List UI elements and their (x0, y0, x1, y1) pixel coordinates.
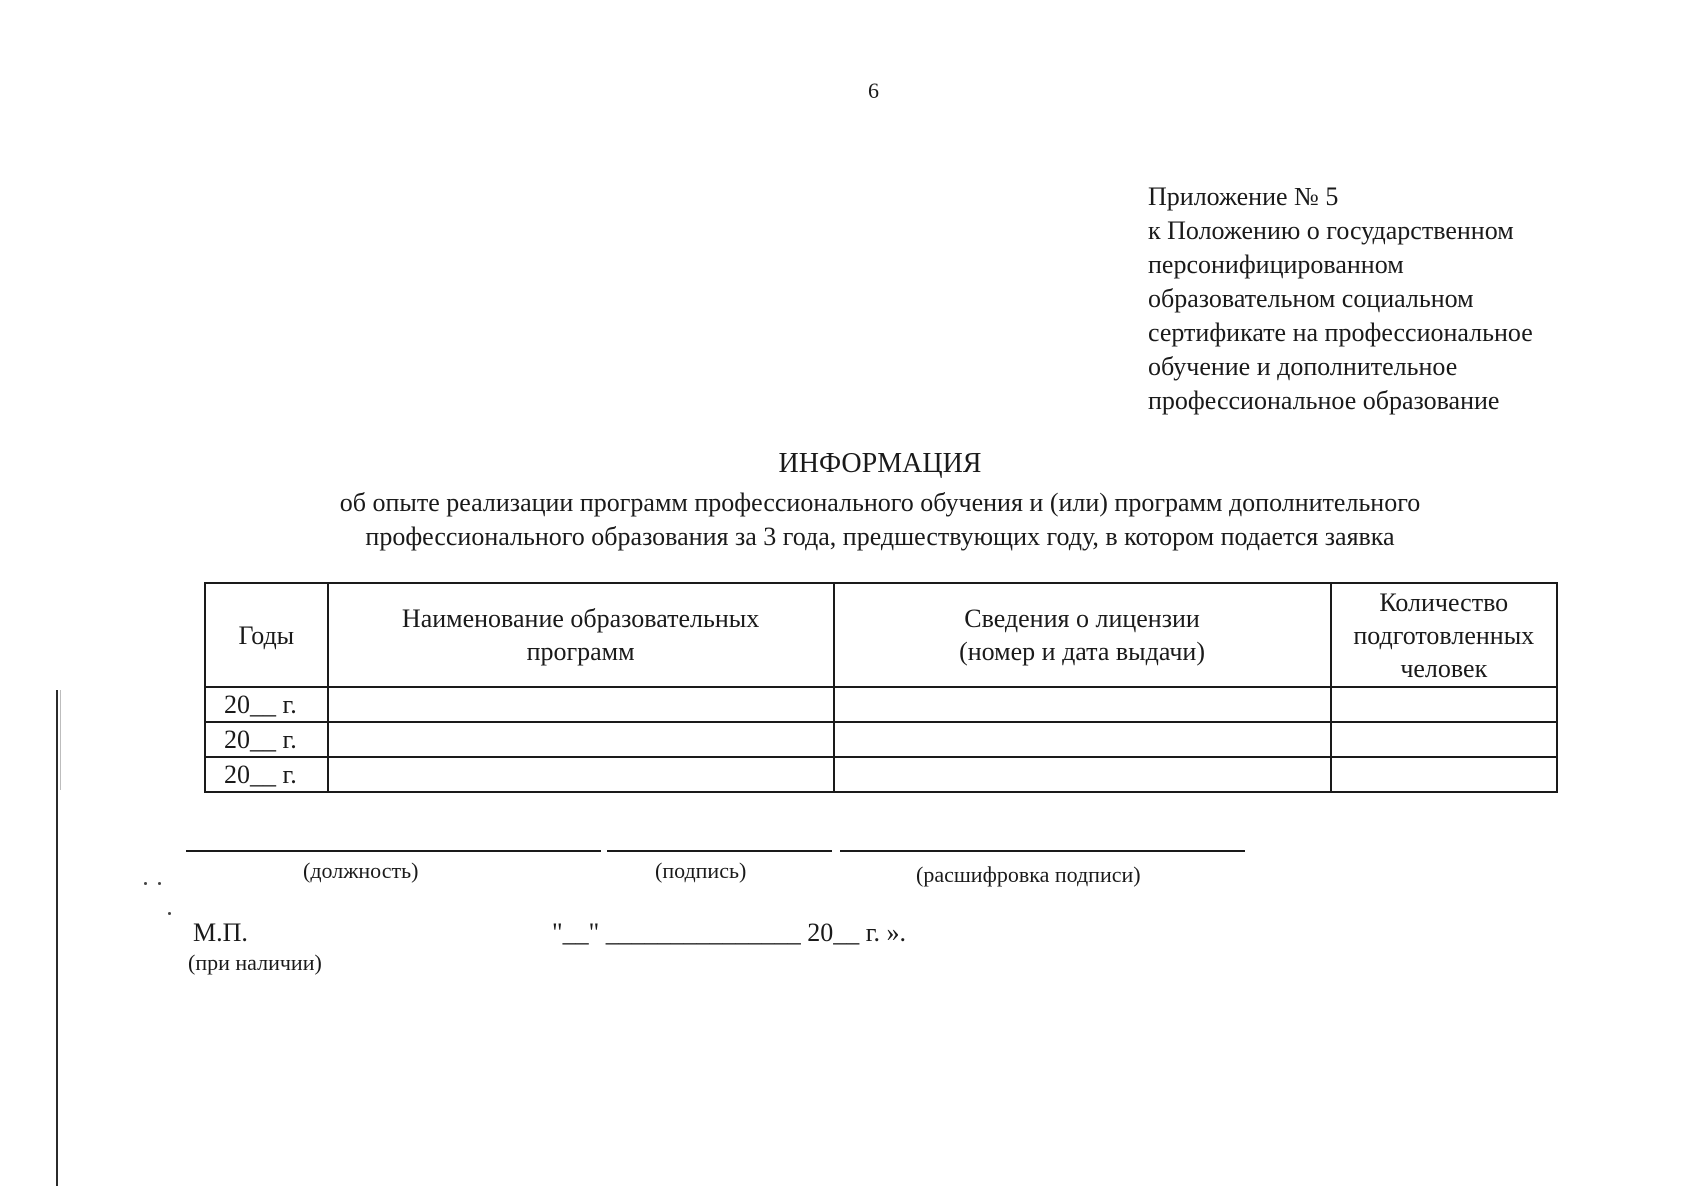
header-programs-label: программ (526, 637, 635, 666)
license-cell[interactable] (834, 757, 1331, 792)
signature-decryption-line[interactable] (840, 850, 1245, 852)
license-cell[interactable] (834, 687, 1331, 722)
year-cell: 20__ г. (205, 757, 328, 792)
page-number: 6 (868, 78, 879, 103)
scan-speck (168, 912, 171, 915)
scan-speck (144, 882, 147, 885)
header-programs (328, 583, 834, 687)
header-programs-label: Наименование образовательных (401, 604, 760, 633)
header-count-label: человек (1400, 653, 1488, 683)
signature-label: (подпись) (655, 858, 747, 883)
programs-cell[interactable] (328, 722, 834, 757)
header-years-label: Годы (238, 620, 295, 650)
programs-cell[interactable] (328, 687, 834, 722)
position-line[interactable] (186, 850, 601, 852)
subtitle-line: профессионального образования за 3 года, предшествующих году, в котором подается заявка (365, 522, 1395, 551)
appendix-line: персонифицированном (1148, 250, 1404, 279)
year-cell: 20__ г. (205, 687, 328, 722)
subtitle-line: об опыте реализации программ профессионального обучения и (или) программ дополнительного (339, 488, 1421, 517)
table-row (205, 687, 1557, 722)
signature-decryption-label: (расшифровка подписи) (916, 862, 1141, 887)
appendix-line: обучение и дополнительное (1148, 352, 1458, 381)
scan-edge-line (56, 690, 58, 1186)
appendix-line: к Положению о государственном (1148, 216, 1514, 245)
scan-edge-faint-line (60, 690, 61, 790)
table-row (205, 722, 1557, 757)
document-title: ИНФОРМАЦИЯ (778, 448, 982, 479)
scan-speck (158, 882, 161, 885)
table-header-row (205, 583, 1557, 687)
license-cell[interactable] (834, 722, 1331, 757)
count-cell[interactable] (1331, 722, 1557, 757)
count-cell[interactable] (1331, 687, 1557, 722)
appendix-note (1148, 180, 1533, 418)
appendix-line: профессиональное образование (1148, 386, 1500, 415)
header-years (205, 583, 328, 687)
appendix-line: Приложение № 5 (1148, 182, 1339, 211)
programs-cell[interactable] (328, 757, 834, 792)
header-license-label: (номер и дата выдачи) (959, 637, 1205, 666)
date-line[interactable]: "__" _______________ 20__ г. ». (552, 918, 906, 947)
table-row (205, 757, 1557, 792)
signature-line[interactable] (607, 850, 832, 852)
header-license-label: Сведения о лицензии (964, 604, 1200, 633)
header-count-label: подготовленных (1353, 620, 1535, 650)
header-license (834, 583, 1331, 687)
stamp-note: (при наличии) (188, 950, 322, 975)
experience-table (204, 582, 1558, 793)
year-cell: 20__ г. (205, 722, 328, 757)
position-label: (должность) (303, 858, 419, 883)
header-count (1331, 583, 1557, 687)
appendix-line: образовательном социальном (1148, 284, 1474, 313)
document-subtitle (200, 486, 1560, 554)
stamp-label: М.П. (193, 918, 248, 947)
count-cell[interactable] (1331, 757, 1557, 792)
header-count-label: Количество (1379, 587, 1509, 617)
appendix-line: сертификате на профессиональное (1148, 318, 1533, 347)
